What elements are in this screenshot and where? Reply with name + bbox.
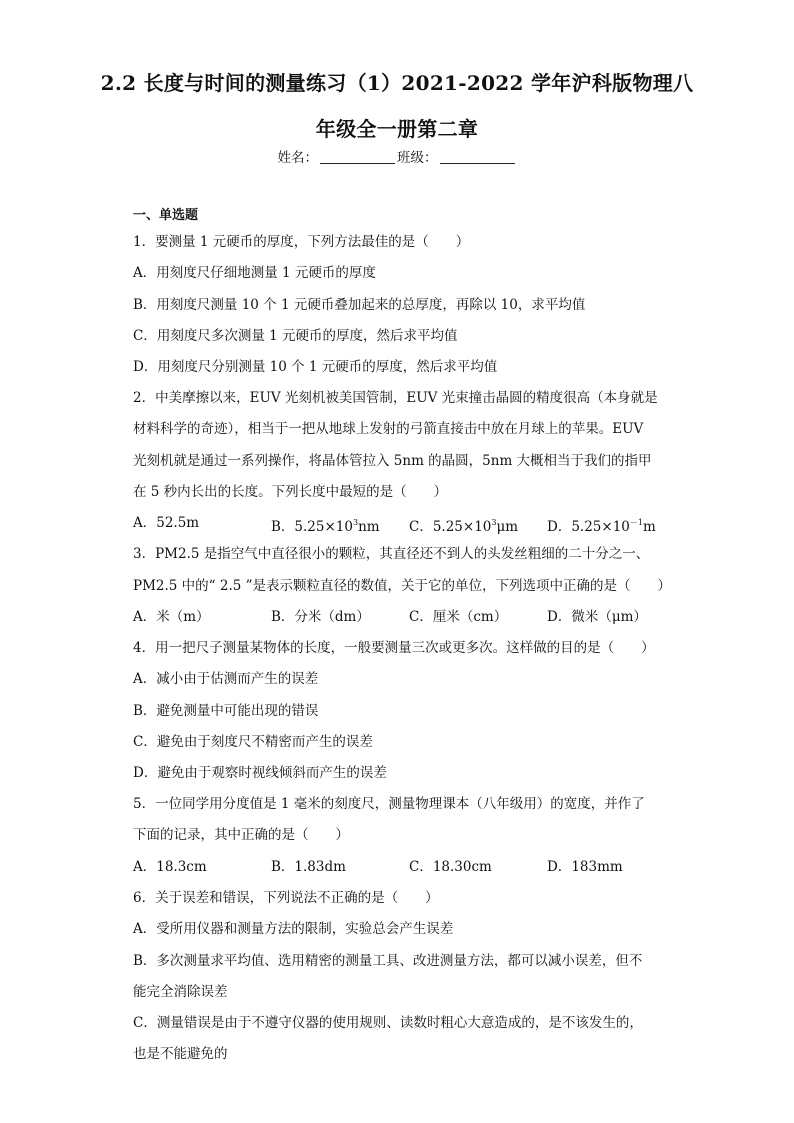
question-6-option-b-line1: B．多次测量求平均值、选用精密的测量工具、改进测量方法，都可以减小误差，但不 — [133, 953, 643, 969]
question-2-line4: 在 5 秒内长出的长度。下列长度中最短的是（ ） — [133, 484, 448, 500]
question-1-option-b: B．用刻度尺测量 10 个 1 元硬币叠加起来的总厚度，再除以 10，求平均值 — [133, 297, 586, 313]
question-4-option-c: C．避免由于刻度尺不精密而产生的误差 — [133, 734, 373, 750]
class-field[interactable] — [440, 149, 515, 164]
question-3-option-c: C．厘米（cm） — [409, 609, 508, 625]
question-2-option-b: B．$5.25\times 10^3nm$ — [271, 518, 380, 535]
question-2-option-a: A．52.5m — [133, 515, 200, 531]
name-field[interactable] — [320, 149, 395, 164]
question-1-option-d: D．用刻度尺分别测量 10 个 1 元硬币的厚度，然后求平均值 — [133, 359, 498, 375]
question-5-option-a: A．18.3cm — [133, 859, 207, 875]
question-6-option-b-line2: 能完全消除误差 — [133, 984, 228, 1000]
question-3-line2: PM2.5 中的“ 2.5 ”是表示颗粒直径的数值，关于它的单位，下列选项中正确的是（ ） — [133, 578, 672, 594]
question-5-option-d: D．183mm — [547, 859, 623, 875]
question-3-line1: 3．PM2.5 是指空气中直径很小的颗粒，其直径还不到人的头发丝粗细的二十分之一、 — [133, 546, 650, 562]
question-4-option-d: D．避免由于观察时视线倾斜而产生的误差 — [133, 765, 387, 781]
question-2-option-d: D．$5.25\times 10^{-1}m$ — [547, 518, 656, 535]
page-title-line2: 年级全一册第二章 — [315, 117, 479, 141]
question-5-option-b: B．1.83dm — [271, 859, 346, 875]
section-heading: 一、单选题 — [133, 208, 199, 223]
student-info — [0, 146, 794, 166]
question-6-option-c-line1: C．测量错误是由于不遵守仪器的使用规则、读数时粗心大意造成的，是不该发生的， — [133, 1015, 643, 1031]
question-6-option-a: A．受所用仪器和测量方法的限制，实验总会产生误差 — [133, 921, 454, 937]
question-1-option-a: A．用刻度尺仔细地测量 1 元硬币的厚度 — [133, 265, 376, 281]
question-3-option-a: A．米（m） — [133, 609, 210, 625]
question-4-stem: 4．用一把尺子测量某物体的长度，一般要测量三次或更多次。这样做的目的是（ ） — [133, 640, 655, 656]
question-2-line2: 材料科学的奇迹），相当于一把从地球上发射的弓箭直接击中放在月球上的苹果。EUV — [133, 421, 644, 437]
question-1-option-c: C．用刻度尺多次测量 1 元硬币的厚度，然后求平均值 — [133, 328, 458, 344]
question-6-stem: 6．关于误差和错误，下列说法不正确的是（ ） — [133, 890, 439, 906]
question-4-option-b: B．避免测量中可能出现的错误 — [133, 703, 319, 719]
class-label: 班级： — [397, 150, 438, 166]
question-5-line2: 下面的记录，其中正确的是（ ） — [133, 827, 349, 843]
question-2-option-c: C．$5.25\times 10^3\mu m$ — [409, 518, 519, 535]
question-2-line1: 2．中美摩擦以来，EUV 光刻机被美国管制，EUV 光束撞击晶圆的精度很高（本身就是 — [133, 390, 658, 406]
question-1-stem: 1．要测量 1 元硬币的厚度，下列方法最佳的是（ ） — [133, 234, 470, 250]
question-4-option-a: A．减小由于估测而产生的误差 — [133, 671, 319, 687]
question-5-line1: 5．一位同学用分度值是 1 毫米的刻度尺，测量物理课本（八年级用）的宽度，并作了 — [133, 796, 645, 812]
name-label: 姓名： — [277, 150, 318, 166]
question-3-option-d: D．微米（μm） — [547, 609, 647, 625]
question-5-option-c: C．18.30cm — [409, 859, 492, 875]
question-6-option-c-line2: 也是不能避免的 — [133, 1046, 228, 1062]
question-3-option-b: B．分米（dm） — [271, 609, 370, 625]
page-title-line1: 2.2 长度与时间的测量练习（1）2021-2022 学年沪科版物理八 — [100, 71, 694, 95]
question-2-line3: 光刻机就是通过一系列操作，将晶体管拉入 5nm 的晶圆，5nm 大概相当于我们的指甲 — [133, 453, 652, 469]
